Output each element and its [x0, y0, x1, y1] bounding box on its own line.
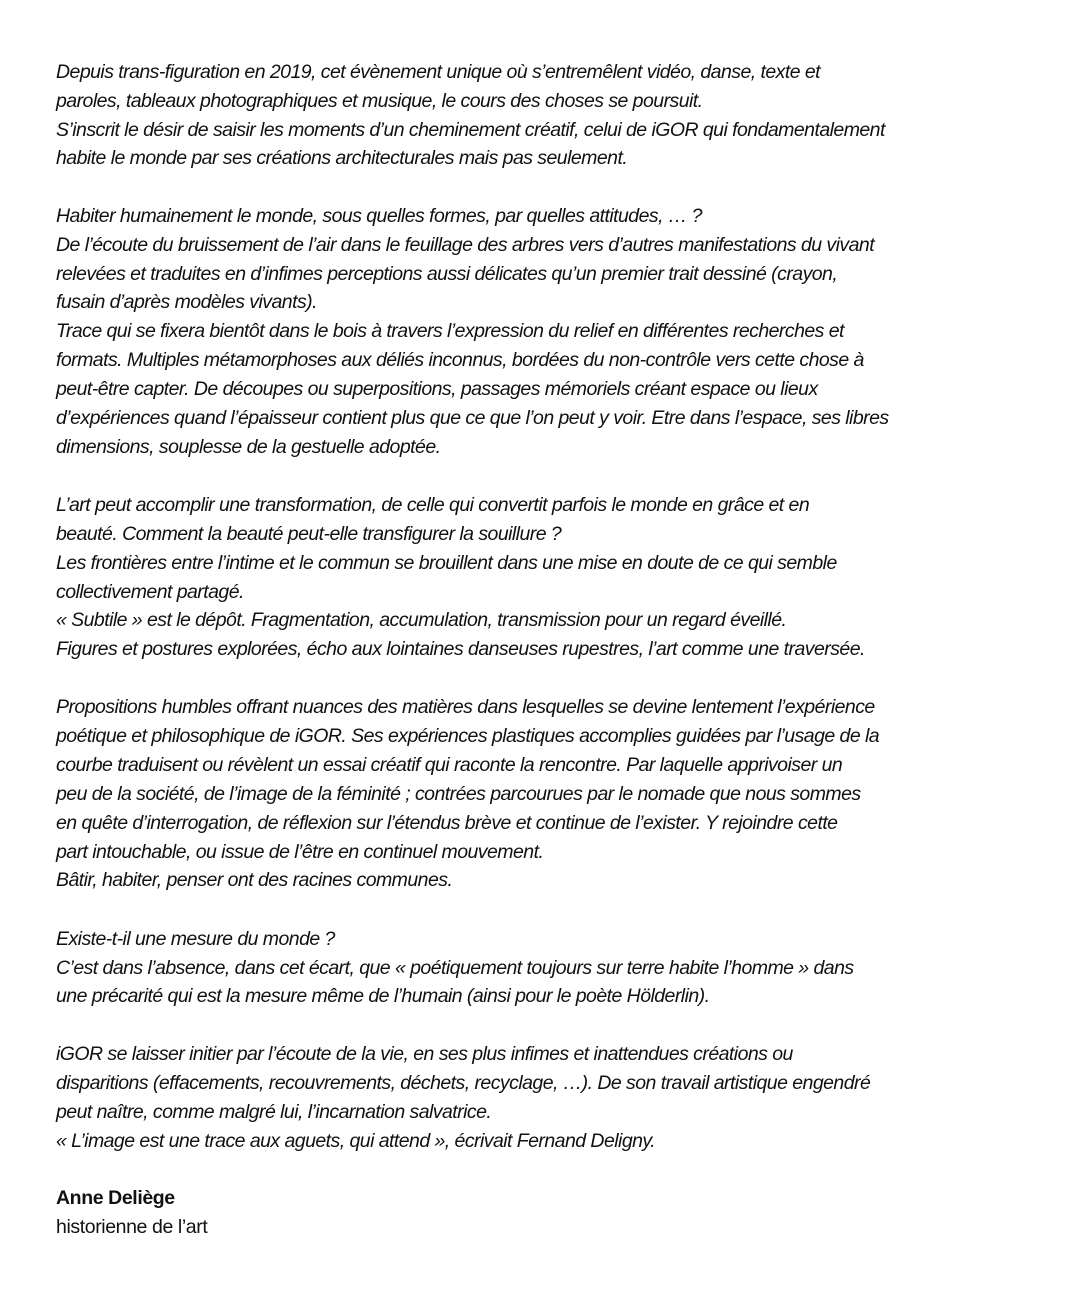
text-line: C’est dans l’absence, dans cet écart, que « poétiquement toujours sur terre habite l’homme » dans: [56, 957, 854, 979]
text-line: formats. Multiples métamorphoses aux déliés inconnus, bordées du non-contrôle vers cette chose à: [56, 349, 864, 371]
text-line: peu de la société, de l’image de la féminité ; contrées parcourues par le nomade que nous sommes: [56, 783, 861, 805]
text-line: Propositions humbles offrant nuances des matières dans lesquelles se devine lentement l’expérience: [56, 696, 875, 718]
text-line: Trace qui se fixera bientôt dans le bois à travers l’expression du relief en différentes recherches et: [56, 320, 844, 342]
text-line: peut-être capter. De découpes ou superpositions, passages mémoriels créant espace ou lieux: [56, 378, 818, 400]
text-line: relevées et traduites en d’infimes perceptions aussi délicates qu’un premier trait dessiné (crayon,: [56, 263, 838, 285]
text-line: Figures et postures explorées, écho aux lointaines danseuses rupestres, l’art comme une traversée.: [56, 638, 865, 660]
text-line: disparitions (effacements, recouvrements, déchets, recyclage, …). De son travail artistique engendré: [56, 1072, 871, 1094]
text-line: habite le monde par ses créations architecturales mais pas seulement.: [56, 147, 628, 169]
text-line: une précarité qui est la mesure même de l’humain (ainsi pour le poète Hölderlin).: [56, 985, 710, 1007]
text-line: Existe-t-il une mesure du monde ?: [56, 928, 335, 950]
text-line: part intouchable, ou issue de l’être en continuel mouvement.: [56, 841, 544, 863]
text-line: Les frontières entre l’intime et le commun se brouillent dans une mise en doute de ce qui semble: [56, 552, 837, 574]
text-line: en quête d’interrogation, de réflexion sur l’étendus brève et continue de l’exister. Y rejoindre cette: [56, 812, 838, 834]
text-line: Bâtir, habiter, penser ont des racines communes.: [56, 869, 453, 891]
text-line: d’expériences quand l’épaisseur contient plus que ce que l’on peut y voir. Etre dans l’espace, ses libres: [56, 407, 889, 429]
text-line: courbe traduisent ou révèlent un essai créatif qui raconte la rencontre. Par laquelle apprivoiser un: [56, 754, 843, 776]
text-line: iGOR se laisser initier par l’écoute de la vie, en ses plus infimes et inattendues créations ou: [56, 1043, 793, 1065]
text-line: fusain d’après modèles vivants).: [56, 291, 317, 313]
text-line: « L’image est une trace aux aguets, qui attend », écrivait Fernand Deligny.: [56, 1130, 656, 1152]
text-line: Depuis trans-figuration en 2019, cet évènement unique où s’entremêlent vidéo, danse, texte et: [56, 61, 821, 83]
author-name: Anne Deliège: [56, 1187, 175, 1209]
text-line: De l’écoute du bruissement de l’air dans le feuillage des arbres vers d’autres manifestations du vivant: [56, 234, 875, 256]
text-line: collectivement partagé.: [56, 581, 244, 603]
text-line: peut naître, comme malgré lui, l’incarnation salvatrice.: [56, 1101, 492, 1123]
author-role: historienne de l’art: [56, 1216, 208, 1238]
text-line: L’art peut accomplir une transformation, de celle qui convertit parfois le monde en grâce et en: [56, 494, 810, 516]
text-line: dimensions, souplesse de la gestuelle adoptée.: [56, 436, 441, 458]
text-line: paroles, tableaux photographiques et musique, le cours des choses se poursuit.: [56, 90, 703, 112]
text-line: beauté. Comment la beauté peut-elle transfigurer la souillure ?: [56, 523, 562, 545]
text-line: « Subtile » est le dépôt. Fragmentation, accumulation, transmission pour un regard éveillé.: [56, 609, 787, 631]
text-line: S’inscrit le désir de saisir les moments d’un cheminement créatif, celui de iGOR qui fondamentalement: [56, 119, 885, 141]
text-line: poétique et philosophique de iGOR. Ses expériences plastiques accomplies guidées par l’usage de la: [56, 725, 880, 747]
text-line: Habiter humainement le monde, sous quelles formes, par quelles attitudes, … ?: [56, 205, 702, 227]
